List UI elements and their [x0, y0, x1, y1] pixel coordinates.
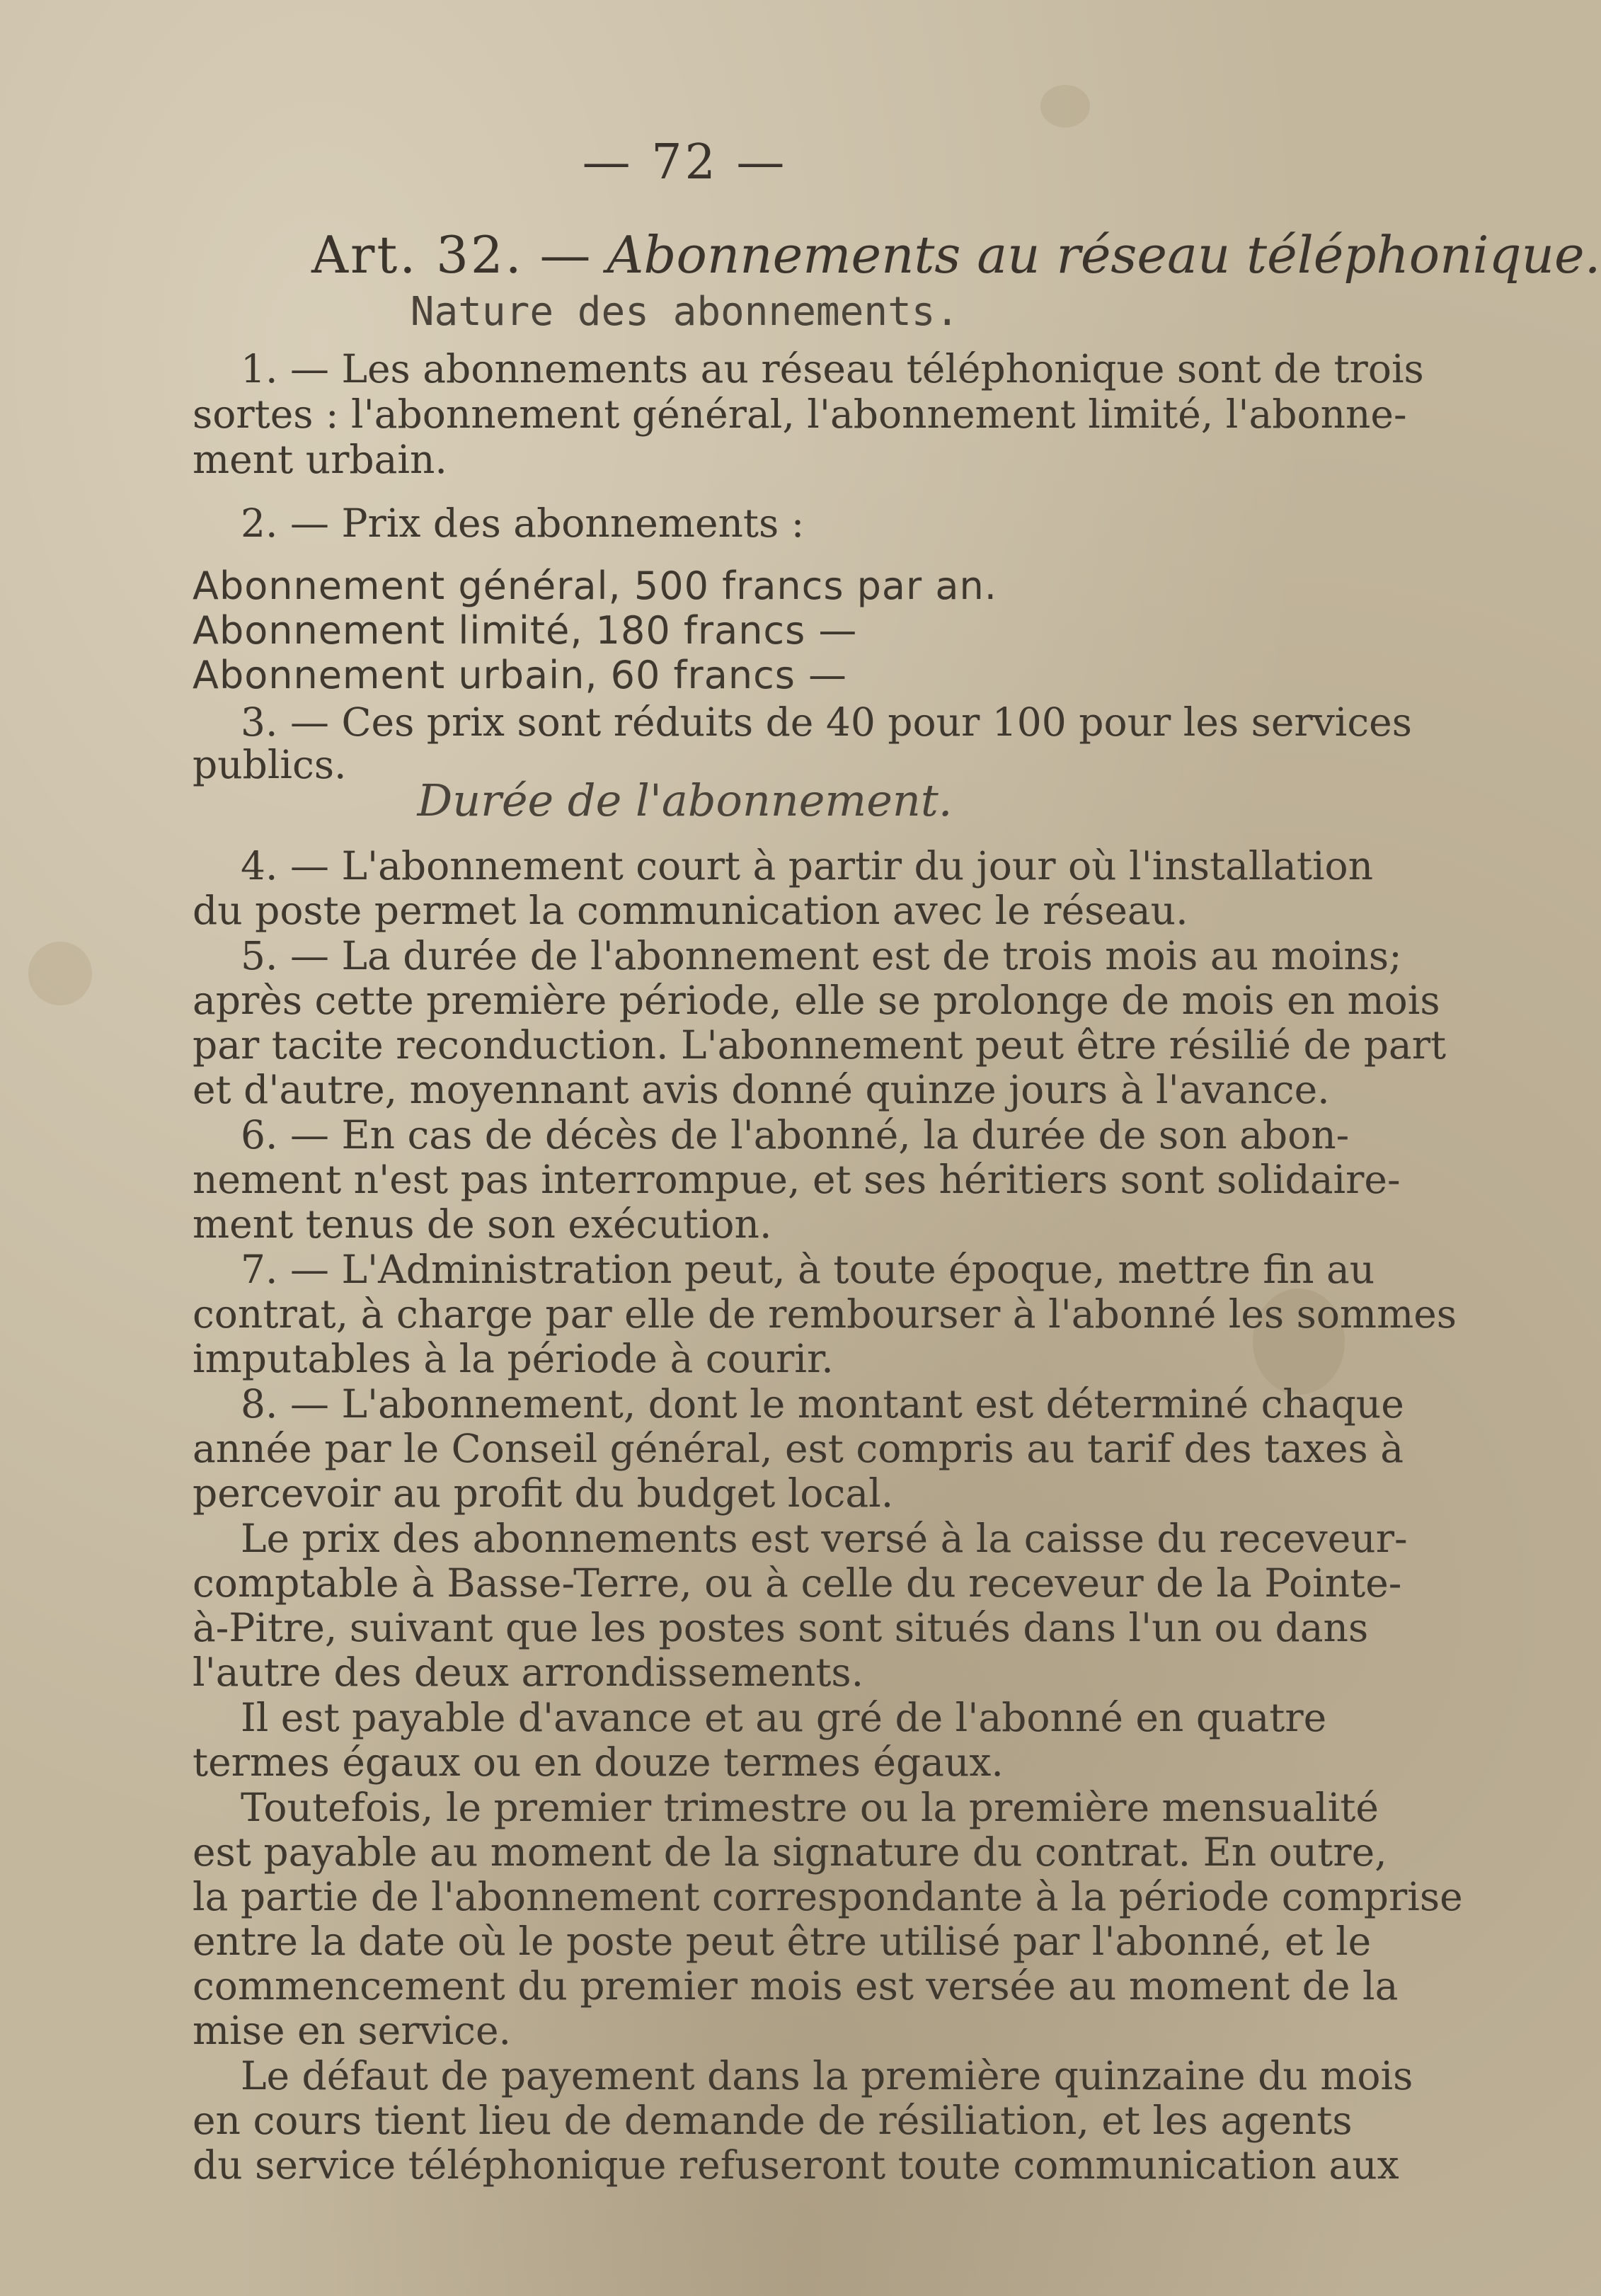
text-line: par tacite reconduction. L'abonnement peut être résilié de part	[193, 1022, 1447, 1068]
page-number: — 72 —	[582, 135, 788, 190]
text-line: année par le Conseil général, est compris au tarif des taxes à	[193, 1426, 1404, 1471]
text-line: contrat, à charge par elle de rembourser à l'abonné les sommes	[193, 1291, 1457, 1337]
text-line: après cette première période, elle se prolonge de mois en mois	[193, 978, 1440, 1023]
text-line: ment urbain.	[193, 437, 447, 482]
text-line: en cours tient lieu de demande de résiliation, et les agents	[193, 2098, 1353, 2143]
text-line: publics.	[193, 742, 347, 787]
text-line: et d'autre, moyennant avis donné quinze jours à l'avance.	[193, 1067, 1330, 1112]
text-line: 3. — Ces prix sont réduits de 40 pour 100 pour les services	[241, 699, 1412, 745]
text-line: Il est payable d'avance et au gré de l'abonné en quatre	[241, 1695, 1327, 1740]
text-line: est payable au moment de la signature du contrat. En outre,	[193, 1829, 1387, 1875]
subheading-duree: Durée de l'abonnement.	[417, 775, 953, 826]
text-line: ment tenus de son exécution.	[193, 1201, 772, 1247]
text-line: sortes : l'abonnement général, l'abonnement limité, l'abonne-	[193, 392, 1407, 437]
text-line: 8. — L'abonnement, dont le montant est déterminé chaque	[241, 1381, 1404, 1427]
text-line: termes égaux ou en douze termes égaux.	[193, 1740, 1004, 1785]
subheading-nature: Nature des abonnements.	[410, 289, 960, 335]
text-line: à-Pitre, suivant que les postes sont situés dans l'un ou dans	[193, 1605, 1369, 1650]
text-line: percevoir au profit du budget local.	[193, 1470, 894, 1516]
text-line: du poste permet la communication avec le réseau.	[193, 888, 1188, 933]
text-line: nement n'est pas interrompue, et ses héritiers sont solidaire-	[193, 1157, 1401, 1202]
text-line: mise en service.	[193, 2008, 512, 2053]
article-number: Art. 32.	[311, 225, 524, 285]
text-line: 6. — En cas de décès de l'abonné, la durée de son abon-	[241, 1112, 1350, 1158]
text-line: 7. — L'Administration peut, à toute époque, mettre fin au	[241, 1247, 1375, 1292]
text-line: 2. — Prix des abonnements :	[241, 501, 805, 546]
price-line: Abonnement limité, 180 francs —	[193, 608, 858, 653]
paper-stain	[28, 942, 92, 1005]
article-heading	[311, 225, 1601, 285]
text-line: comptable à Basse-Terre, ou à celle du receveur de la Pointe-	[193, 1560, 1402, 1606]
paper-stain	[1040, 85, 1090, 127]
price-line: Abonnement général, 500 francs par an.	[193, 564, 997, 608]
text-line: 4. — L'abonnement court à partir du jour où l'installation	[241, 843, 1374, 889]
article-title: Abonnements au réseau téléphonique.	[607, 225, 1601, 285]
text-line: l'autre des deux arrondissements.	[193, 1650, 864, 1695]
text-line: commencement du premier mois est versée au moment de la	[193, 1963, 1399, 2009]
text-line: Le prix des abonnements est versé à la caisse du receveur-	[241, 1516, 1408, 1561]
text-line: du service téléphonique refuseront toute communication aux	[193, 2142, 1399, 2188]
text-line: imputables à la période à courir.	[193, 1336, 834, 1381]
text-line: 1. — Les abonnements au réseau téléphonique sont de trois	[241, 346, 1424, 392]
price-line: Abonnement urbain, 60 francs —	[193, 653, 848, 697]
text-line: 5. — La durée de l'abonnement est de trois mois au moins;	[241, 933, 1402, 978]
text-line: la partie de l'abonnement correspondante à la période comprise	[193, 1874, 1463, 1919]
heading-dash: —	[539, 225, 591, 285]
text-line: Toutefois, le premier trimestre ou la première mensualité	[241, 1785, 1379, 1830]
text-line: Le défaut de payement dans la première quinzaine du mois	[241, 2053, 1413, 2098]
text-line: entre la date où le poste peut être utilisé par l'abonné, et le	[193, 1919, 1372, 1964]
